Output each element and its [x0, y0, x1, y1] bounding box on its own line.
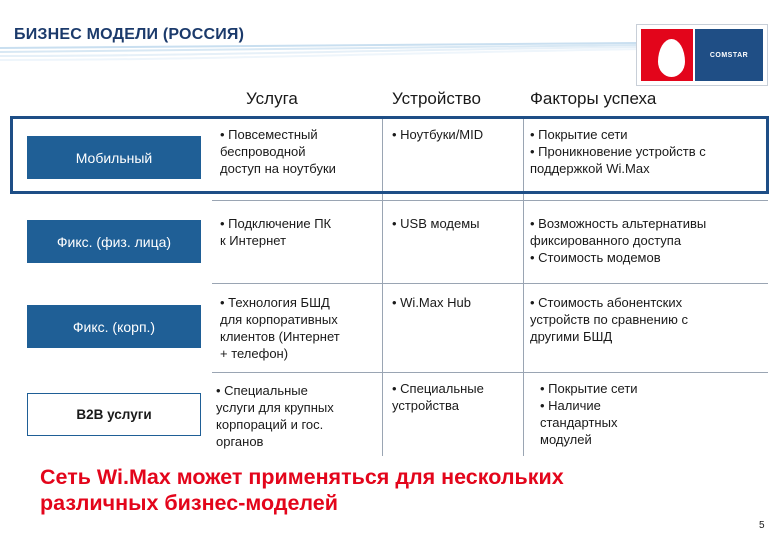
- cell-service-fixed-corporate: • Технология БШД для корпоративных клиентов (Интернет + телефон): [220, 295, 340, 361]
- cell-device-mobile: • Ноутбуки/MID: [392, 127, 484, 142]
- column-header-factors: Факторы успеха: [530, 89, 657, 108]
- cell-service-fixed-individuals: • Подключение ПК к Интернет: [220, 216, 332, 248]
- egg-icon: [658, 39, 685, 77]
- page-number: 5: [759, 520, 765, 531]
- column-header-device: Устройство: [392, 89, 481, 108]
- row-divider: [212, 283, 768, 284]
- cell-device-b2b: • Специальные устройства: [392, 381, 484, 413]
- category-b2b: B2B услуги: [27, 393, 201, 436]
- cell-factors-fixed-individuals: • Возможность альтернативы фиксированного доступа • Стоимость модемов: [530, 216, 707, 265]
- logo-red-square: [641, 29, 693, 81]
- conclusion-line-1: Сеть Wi.Max может применяться для нескольких: [40, 465, 564, 489]
- row-divider: [212, 372, 768, 373]
- conclusion-text: [40, 464, 564, 516]
- comstar-logo: [636, 24, 768, 86]
- category-mobile: Мобильный: [27, 136, 201, 179]
- slide-title: БИЗНЕС МОДЕЛИ (РОССИЯ): [14, 26, 245, 43]
- logo-brand-text: COMSTAR: [709, 51, 749, 59]
- cell-service-b2b: • Специальные услуги для крупных корпораций и гос. органов: [216, 383, 334, 449]
- conclusion-line-2: различных бизнес-моделей: [40, 491, 338, 515]
- category-fixed-individuals: Фикс. (физ. лица): [27, 220, 201, 263]
- cell-device-fixed-corporate: • Wi.Max Hub: [392, 295, 471, 310]
- cell-device-fixed-individuals: • USB модемы: [392, 216, 480, 231]
- row-divider: [212, 200, 768, 201]
- column-header-service: Услуга: [246, 89, 298, 108]
- cell-factors-mobile: • Покрытие сети • Проникновение устройств с поддержкой Wi.Max: [530, 127, 706, 176]
- category-fixed-corporate: Фикс. (корп.): [27, 305, 201, 348]
- header-swoosh-decoration: [0, 40, 640, 80]
- cell-factors-fixed-corporate: • Стоимость абонентских устройств по сравнению с другими БШД: [530, 295, 688, 344]
- cell-service-mobile: • Повсеместный беспроводной доступ на ноутбуки: [220, 127, 336, 176]
- logo-blue-square: [695, 29, 763, 81]
- cell-factors-b2b: • Покрытие сети • Наличие стандартных модулей: [540, 381, 638, 447]
